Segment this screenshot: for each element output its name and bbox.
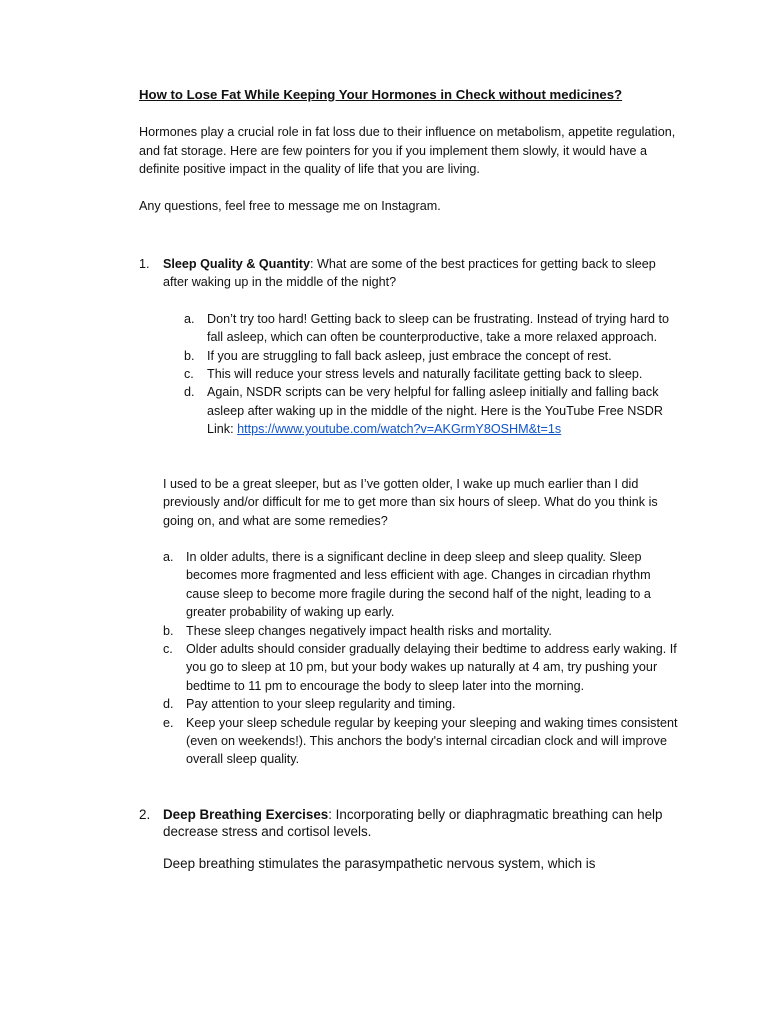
nsdr-youtube-link[interactable]: https://www.youtube.com/watch?v=AKGrmY8OSHM&t=1s xyxy=(237,422,562,437)
section-heading: Sleep Quality & Quantity xyxy=(163,257,310,272)
list-item: c. This will reduce your stress levels and naturally facilitate getting back to sleep. xyxy=(184,367,643,382)
list-item: c. Older adults should consider gradually delaying their bedtime to address early waking. If you go to sleep at 10 pm, but your body wakes up naturally at 4 am, try pushing your bedtime to 11 pm to encourage the body to sleep later into the morning. xyxy=(163,641,677,693)
intro-paragraph: Hormones play a crucial role in fat loss due to their influence on metabolism, appetite regulation, and fat storage. Here are few pointers for you if you implement them slowly, it would have a definite positive impact in the quality of life that you are living. xyxy=(139,125,676,177)
list-item: a. In older adults, there is a significant decline in deep sleep and sleep quality. Sleep becomes more fragmented and less efficient with age. Changes in circadian rhythm cause sleep to become more fragile during the second half of the night, leading to a greater probability of waking up early. xyxy=(163,549,651,620)
section-breathing xyxy=(139,806,679,840)
instagram-note: Any questions, feel free to message me on Instagram. xyxy=(139,198,441,213)
list-item: d. Pay attention to your sleep regularity and timing. xyxy=(163,697,456,712)
list-item: e. Keep your sleep schedule regular by keeping your sleeping and waking times consistent (even on weekends!). This anchors the body's internal circadian clock and will improve overall sleep quality. xyxy=(163,715,678,767)
list-item: d. Again, NSDR scripts can be very helpful for falling asleep initially and falling back asleep after waking up in the middle of the night. Here is the YouTube Free NSDR Link: https://www.youtube.com/watch?v=AKGrmY8OSHM&t=1s xyxy=(184,385,663,437)
list-item: b. If you are struggling to fall back asleep, just embrace the concept of rest. xyxy=(184,348,612,363)
older-adults-list xyxy=(163,548,679,769)
section-description: : Incorporating belly or diaphragmatic breathing can help decrease stress and cortisol levels. xyxy=(163,806,663,839)
sleep-question-paragraph: I used to be a great sleeper, but as I’ve gotten older, I wake up much earlier than I did previously and/or difficult for me to get more than six hours of sleep. What do you think is going on, and what are some remedies? xyxy=(163,476,658,528)
section-sleep xyxy=(139,255,679,292)
section-number: 1. xyxy=(139,257,150,272)
list-item: b. These sleep changes negatively impact health risks and mortality. xyxy=(163,623,552,638)
section-question: : What are some of the best practices for getting back to sleep after waking up in the middle of the night? xyxy=(163,257,656,290)
section-number: 2. xyxy=(139,806,151,822)
document-title: How to Lose Fat While Keeping Your Hormones in Check without medicines? xyxy=(139,87,623,102)
sleep-tips-list xyxy=(184,310,679,439)
section-heading: Deep Breathing Exercises xyxy=(163,806,329,822)
document-body xyxy=(139,86,679,873)
list-item: a. Don’t try too hard! Getting back to sleep can be frustrating. Instead of trying hard to fall asleep, which can often be counterproductive, take a more relaxed approach. xyxy=(184,311,670,345)
breathing-paragraph: Deep breathing stimulates the parasympathetic nervous system, which is xyxy=(163,855,596,871)
